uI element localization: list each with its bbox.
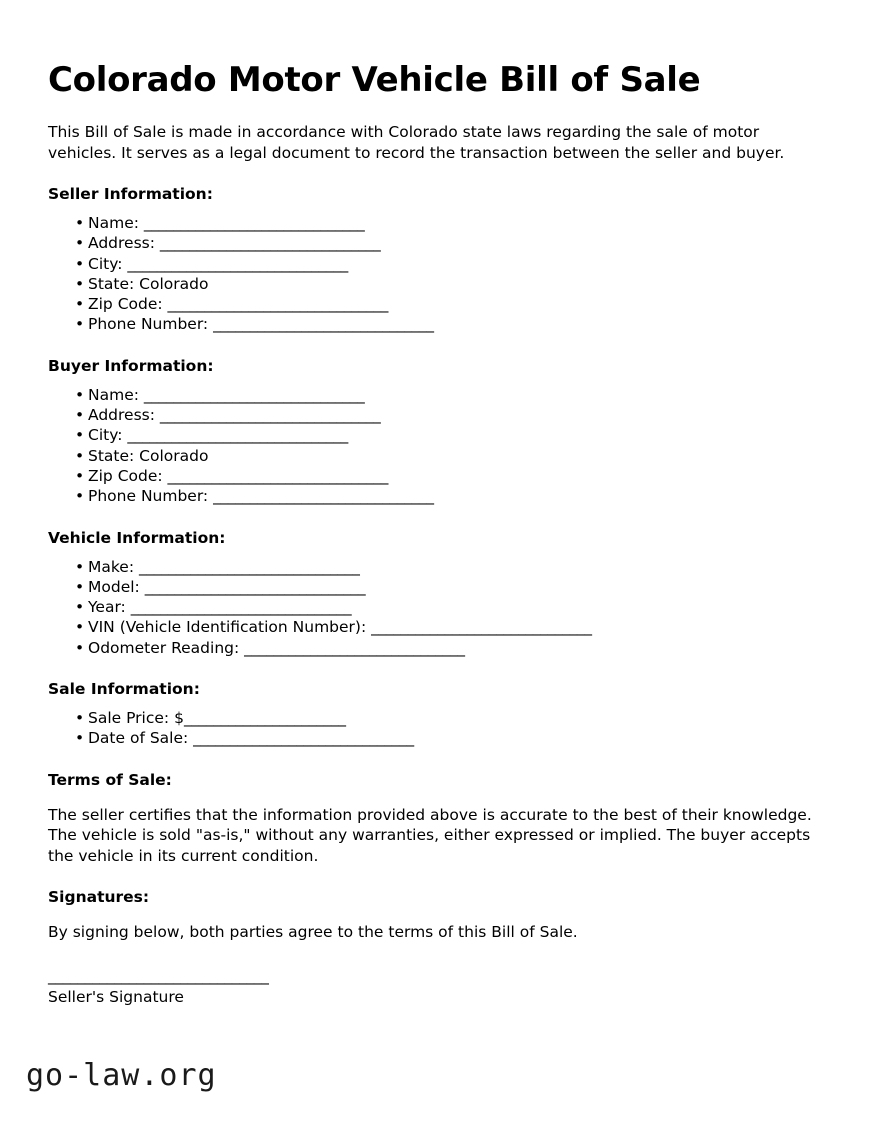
list-item [48, 617, 822, 637]
list-item [48, 314, 822, 334]
list-item [48, 233, 822, 253]
field-blank[interactable]: ______________________ [183, 709, 346, 728]
field-label: Phone Number: [88, 315, 214, 334]
site-watermark: go-law.org [26, 1058, 217, 1093]
signatures-body: By signing below, both parties agree to the terms of this Bill of Sale. [48, 923, 578, 942]
field-label: Address: [88, 406, 160, 425]
terms-of-sale-body: The seller certifies that the information provided above is accurate to the best of their knowledge. The vehicle is sold "as-is," without any warranties, either expressed or implied. The buyer accepts the vehicle in its current condition. [48, 805, 812, 865]
vehicle-information-heading: Vehicle Information: [48, 528, 226, 547]
field-label: Sale Price: $ [88, 709, 184, 728]
field-label: Model: [88, 577, 145, 596]
field-blank[interactable]: ______________________________ [159, 234, 381, 253]
field-blank[interactable]: ______________________________ [144, 577, 366, 596]
field-blank[interactable]: ______________________________ [244, 638, 465, 657]
field-blank[interactable]: ______________________________ [127, 426, 348, 445]
list-item [48, 425, 822, 445]
field-blank[interactable]: ______________________________ [167, 466, 389, 485]
list-item [48, 557, 822, 577]
buyer-field-list [48, 376, 822, 507]
list-item [48, 274, 822, 294]
list-item [48, 486, 822, 506]
seller-signature-label: Seller's Signature [48, 987, 184, 1006]
field-label: City: [88, 254, 128, 273]
list-item [48, 294, 822, 314]
list-item [48, 213, 822, 233]
field-blank[interactable]: ______________________________ [159, 406, 381, 425]
field-blank[interactable]: ______________________________ [213, 487, 434, 506]
intro-paragraph: This Bill of Sale is made in accordance with Colorado state laws regarding the sale of motor vehicles. It serves as a legal document to record the transaction between the seller and buyer. [48, 123, 785, 162]
document-content [48, 0, 822, 1007]
field-label: Date of Sale: [88, 729, 194, 748]
list-item [48, 708, 822, 728]
field-label: Make: [88, 557, 139, 576]
sale-field-list [48, 699, 822, 749]
field-blank[interactable]: ______________________________ [167, 295, 389, 314]
list-item [48, 254, 822, 274]
field-label: State: Colorado [88, 274, 209, 293]
list-item [48, 597, 822, 617]
list-item [48, 728, 822, 748]
seller-signature-block [48, 943, 822, 1007]
terms-of-sale-heading: Terms of Sale: [48, 770, 172, 789]
field-blank[interactable]: ______________________________ [143, 214, 365, 232]
field-label: VIN (Vehicle Identification Number): [88, 618, 372, 637]
field-blank[interactable]: ______________________________ [213, 315, 434, 334]
list-item [48, 466, 822, 486]
list-item [48, 385, 822, 405]
field-label: Name: [88, 385, 144, 404]
field-label: Zip Code: [88, 466, 168, 485]
field-blank[interactable]: ______________________________ [193, 729, 414, 748]
field-label: Phone Number: [88, 487, 214, 506]
field-blank[interactable]: ______________________________ [143, 385, 365, 404]
field-label: Zip Code: [88, 295, 168, 314]
field-label: Year: [88, 598, 131, 617]
seller-signature-line[interactable]: ______________________________ [48, 966, 269, 985]
page-title: Colorado Motor Vehicle Bill of Sale [48, 60, 701, 100]
field-label: State: Colorado [88, 446, 209, 465]
seller-information-heading: Seller Information: [48, 185, 213, 203]
vehicle-field-list [48, 548, 822, 658]
field-blank[interactable]: ______________________________ [130, 598, 352, 617]
field-label: City: [88, 426, 128, 445]
field-blank[interactable]: ______________________________ [371, 618, 592, 637]
list-item [48, 405, 822, 425]
field-label: Odometer Reading: [88, 638, 245, 657]
field-blank[interactable]: ______________________________ [127, 254, 348, 273]
field-blank[interactable]: ______________________________ [138, 557, 360, 576]
buyer-information-heading: Buyer Information: [48, 356, 214, 375]
field-label: Name: [88, 214, 144, 232]
sale-information-heading: Sale Information: [48, 680, 200, 699]
list-item [48, 446, 822, 466]
list-item [48, 638, 822, 658]
field-label: Address: [88, 234, 160, 253]
seller-field-list [48, 204, 822, 335]
signatures-heading: Signatures: [48, 888, 150, 907]
list-item [48, 577, 822, 597]
